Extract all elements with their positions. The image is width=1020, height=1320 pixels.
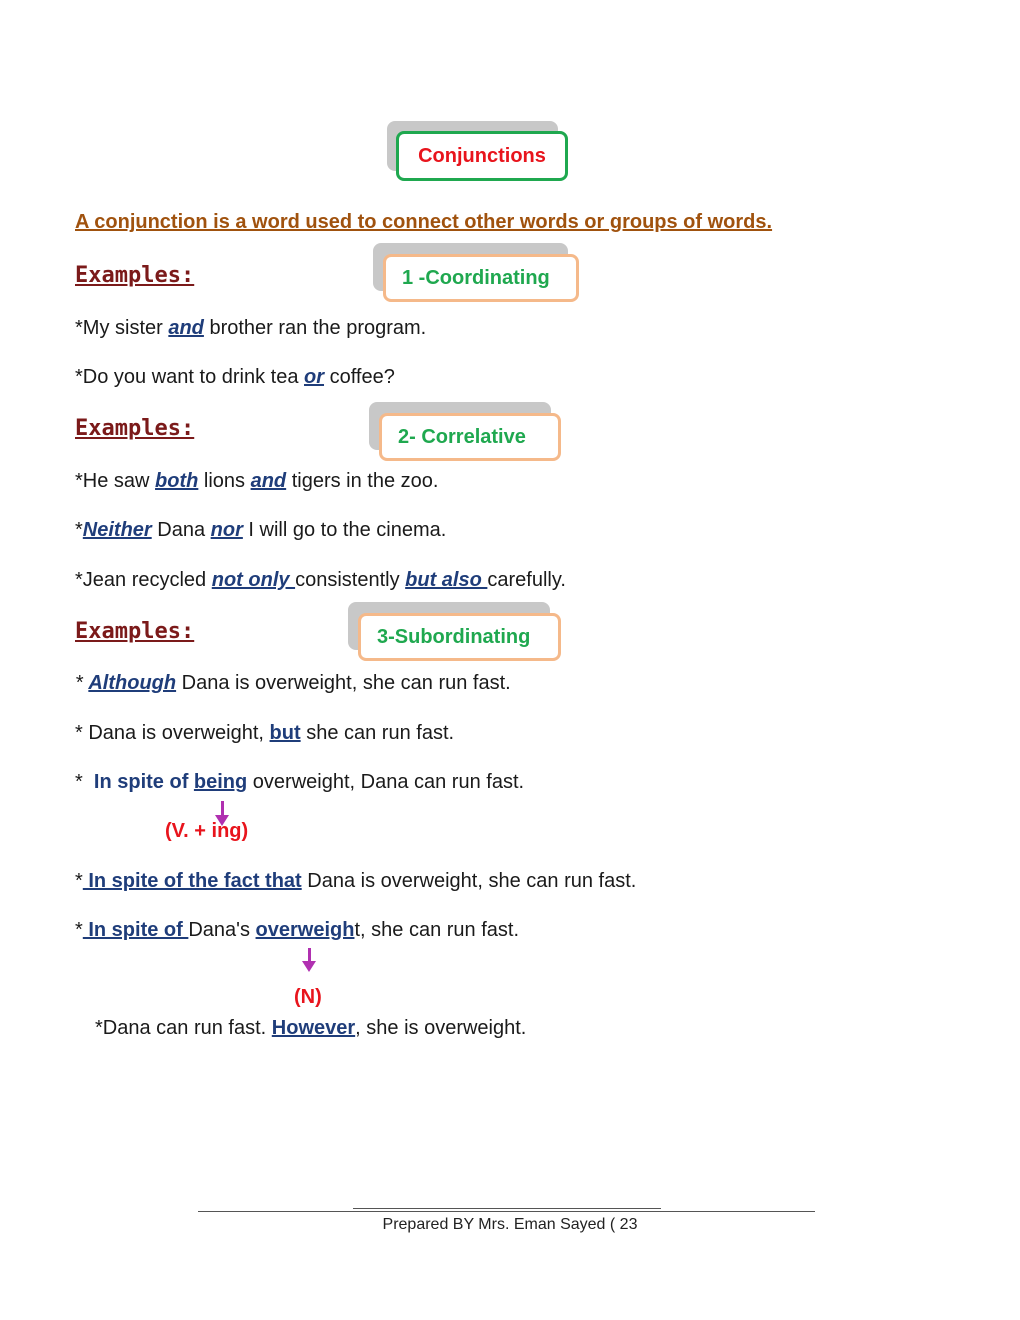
page-title-text: Conjunctions	[418, 144, 546, 167]
conjunction-keyword: and	[168, 317, 204, 339]
example-sentence: *Dana can run fast. However, she is overweight.	[95, 1017, 527, 1039]
conjunction-keyword: Neither	[82, 519, 152, 541]
definition: A conjunction is a word used to connect other words or groups of words.	[75, 211, 773, 233]
conjunction-keyword: In spite of	[93, 771, 194, 793]
footer-rule	[198, 1211, 815, 1212]
conjunction-keyword: being	[193, 771, 248, 793]
conjunction-keyword: However	[271, 1017, 356, 1039]
example-sentence: * In spite of the fact that Dana is overweight, she can run fast.	[75, 870, 637, 892]
conjunction-keyword: but	[269, 722, 301, 744]
example-sentence: * Dana is overweight, but she can run fast.	[75, 722, 455, 744]
conjunction-keyword: In spite of	[82, 919, 189, 941]
section-heading-correlative	[379, 413, 561, 461]
example-sentence: *Jean recycled not only consistently but also carefully.	[75, 569, 566, 591]
footer-rule	[353, 1208, 661, 1209]
examples-label: Examples:	[75, 416, 195, 441]
arrow-down-icon-head	[302, 961, 316, 972]
example-sentence: *Neither Dana nor I will go to the cinema.	[75, 519, 447, 541]
example-sentence: * In spite of being overweight, Dana can run fast.	[75, 771, 525, 793]
section-heading-subordinating	[358, 613, 561, 661]
conjunction-keyword: and	[250, 470, 287, 492]
conjunction-keyword: Although	[88, 672, 177, 694]
page-footer: Prepared BY Mrs. Eman Sayed ( 23	[382, 1216, 638, 1233]
conjunction-keyword: not only	[211, 569, 296, 591]
conjunction-keyword: but also	[405, 569, 488, 591]
examples-label: Examples:	[75, 619, 195, 644]
conjunction-keyword: nor	[210, 519, 243, 541]
grammar-note: (N)	[294, 986, 322, 1008]
example-sentence: *Do you want to drink tea or coffee?	[75, 366, 395, 388]
conjunction-keyword: or	[304, 366, 325, 388]
example-sentence: * In spite of Dana's overweight, she can run fast.	[75, 919, 519, 941]
section-heading-text: 3-Subordinating	[377, 625, 531, 648]
page-title	[396, 131, 568, 181]
conjunction-keyword: overweigh	[255, 919, 355, 941]
examples-label: Examples:	[75, 263, 195, 288]
conjunction-keyword: In spite of the fact that	[82, 870, 302, 892]
example-sentence: *My sister and brother ran the program.	[75, 317, 427, 339]
section-heading-coordinating	[383, 254, 579, 302]
example-sentence: * Although Dana is overweight, she can run fast.	[75, 672, 511, 694]
example-sentence: *He saw both lions and tigers in the zoo.	[75, 470, 439, 492]
conjunction-keyword: both	[155, 470, 199, 492]
section-heading-text: 1 -Coordinating	[402, 266, 550, 289]
section-heading-text: 2- Correlative	[398, 425, 526, 448]
grammar-note: (V. + ing)	[165, 820, 249, 842]
